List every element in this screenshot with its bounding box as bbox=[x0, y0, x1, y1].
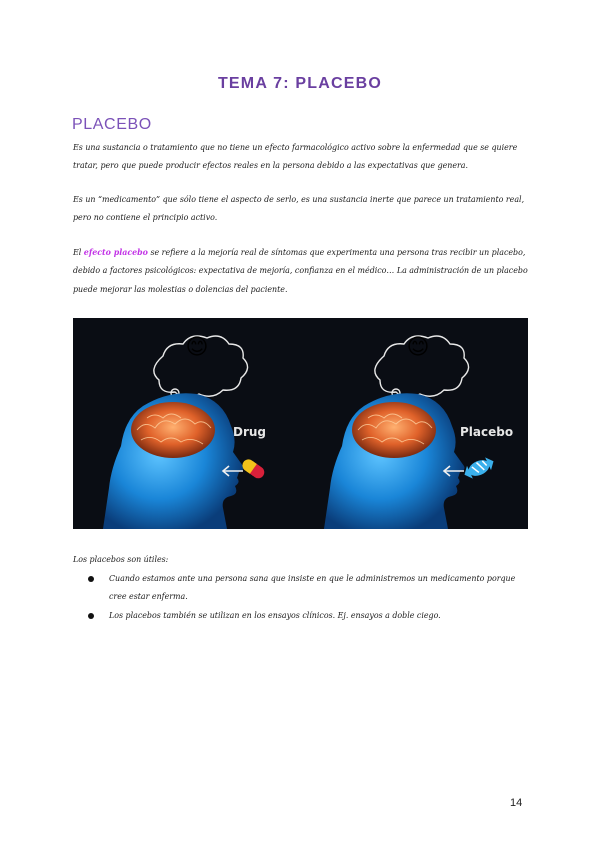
placebo-scene bbox=[324, 335, 513, 529]
candy-icon bbox=[462, 455, 497, 481]
list-item-text: Cuando estamos ante una persona sana que insiste en que le administremos un medicamento porque cree estar enferma. bbox=[109, 574, 516, 602]
smiley-icon: 😊 bbox=[406, 335, 430, 360]
drug-scene bbox=[103, 335, 267, 529]
list-item bbox=[88, 607, 528, 625]
paragraph-medicamento: Es un “medicamento” que sólo tiene el aspecto de serlo, es una sustancia inerte que parece un tratamiento real, pero no contiene el principio activo. bbox=[73, 195, 525, 223]
efecto-placebo-highlight: efecto placebo bbox=[83, 248, 148, 257]
brain-right bbox=[352, 402, 436, 458]
bullet-icon bbox=[88, 613, 94, 619]
list-item bbox=[88, 570, 528, 607]
list-title: Los placebos son útiles: bbox=[73, 555, 169, 564]
drug-label: Drug bbox=[233, 425, 267, 439]
page-number: 14 bbox=[510, 797, 523, 809]
page-title: TEMA 7: PLACEBO bbox=[217, 75, 383, 92]
smiley-icon: 😊 bbox=[185, 335, 209, 360]
placebo-illustration bbox=[73, 318, 528, 529]
placebo-illustration-svg bbox=[73, 318, 528, 529]
brain-left bbox=[131, 402, 215, 458]
pill-icon bbox=[240, 457, 267, 481]
paragraph-definition: Es una sustancia o tratamiento que no tiene un efecto farmacológico activo sobre la enfermedad que se quiere tratar, pero que puede producir efectos reales en la persona debido a las expectativas que genera. bbox=[73, 143, 518, 171]
p3-intro: El bbox=[73, 248, 84, 257]
placebo-label: Placebo bbox=[460, 425, 514, 439]
uses-list bbox=[88, 570, 528, 625]
bullet-icon bbox=[88, 576, 94, 582]
section-heading: PLACEBO bbox=[72, 116, 152, 133]
p3-rest: se refiere a la mejoría real de síntomas que experimenta una persona tras recibir un placebo, debido a factores psicológicos: expectativa de mejoría, confianza en el médico… La administración de un placebo puede mejorar las molestias o dolencias del paciente. bbox=[73, 248, 528, 294]
paragraph-efecto-placebo bbox=[73, 244, 533, 299]
list-item-text: Los placebos también se utilizan en los ensayos clínicos. Ej. ensayos a doble ciego. bbox=[109, 610, 441, 620]
